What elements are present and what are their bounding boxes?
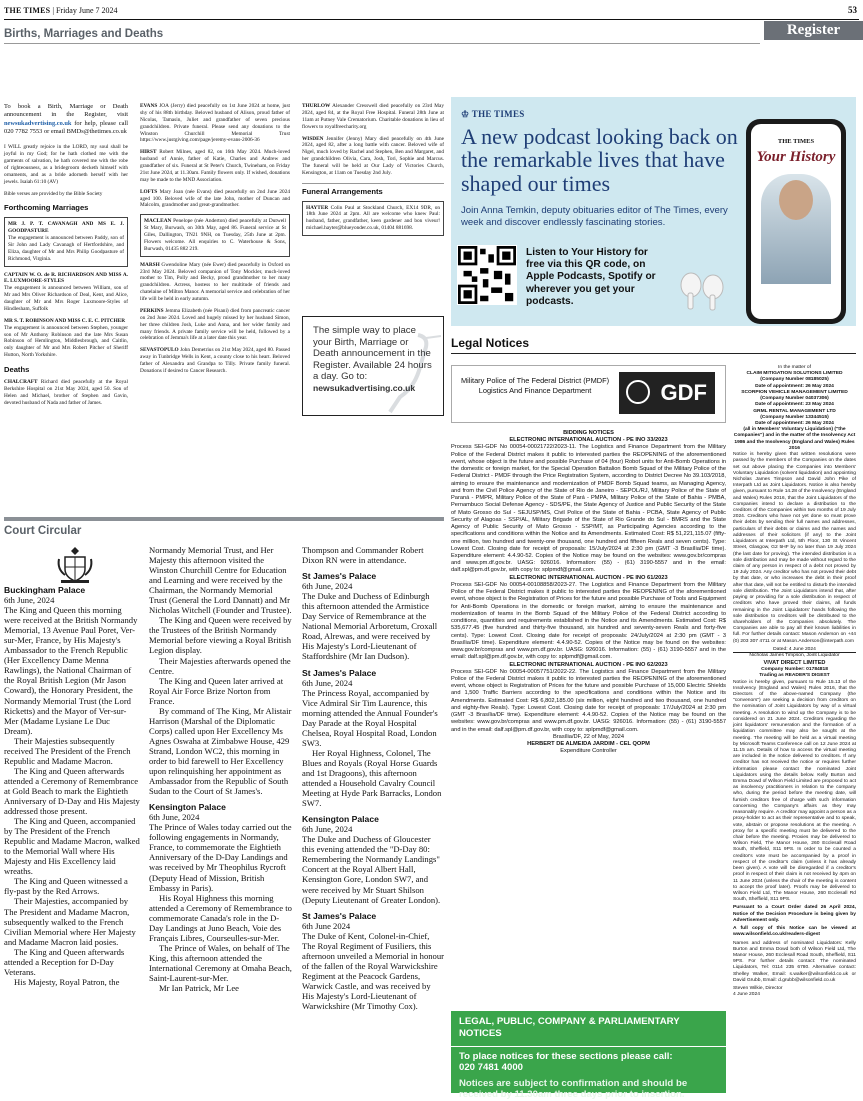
marriage-names: MR J. P. T. CAVANAGH AND MS E. J. GOODPASTURE — [8, 221, 124, 235]
bmd-intro — [4, 103, 128, 136]
funeral-text: Colin Paul at Stockland Church, EX14 9DR, on 18th June 2024 at 2pm. All are welcome who knew Paul: husband, father, grandfather, keen gardener and bon viveur! michael.hayter@blueyonder.co.uk, 01404 881698. — [306, 204, 440, 232]
auction-text: Process SEI-GDF No 00054-00057751/2022-22. The Logistics and Finance Department from the Military Police of the Federal District makes it public to interested parties the REOPENING of the aforementioned event, whose object is Registration of Prices for the future and possible Purchase of 15,000 Electric Shields and 1,500 Traffic Barriers according to the specifications and conditions within the Notice and its Amendments. Estimated Cost: R$ 6,802,185.00 (six million, eight hundred and two thousand, one hundred and eighty-five Reals). Type: Lowest Cost. Closing date for receipt of proposals: 17/July/2024 at 2:30 pm (GMT -3 Brasília/DF time). Expenditure element: 4.4.90-52. Copies of the Notice may be found on the websites: www.gov.br/compras and www.pm.df.gov.br. UASG: 926016. Information: (55) - (61) 3190-5557 and in the email: dalf.spl@pm.df.gov.br, with copy to: splpmdf@gmail.com. — [451, 668, 726, 733]
deaths-heading: Deaths — [4, 365, 30, 375]
issue-date: Friday June 7 2024 — [55, 6, 118, 15]
phone-screen — [751, 124, 841, 319]
court-paragraph: The King and Queen were received by the Trustees of the British Normandy Memorial before viewing a Royal British Legion display. — [149, 615, 292, 656]
page-masthead — [4, 4, 859, 20]
court-column-3 — [302, 545, 444, 1095]
auction-title: ELECTRONIC INTERNATIONAL AUCTION - PE INO 33/2023 — [509, 437, 668, 444]
crest-icon: ♔ — [461, 109, 472, 119]
notices-phone[interactable]: 020 7481 4000 — [459, 1062, 524, 1074]
court-rule — [4, 517, 444, 521]
vivat-notice — [733, 660, 856, 1095]
bmd-intro-link[interactable]: newsukadvertising.co.uk — [4, 119, 72, 127]
gdf-heading: Military Police of The Federal District (PMDF) Logistics And Finance Department — [460, 376, 610, 395]
court-paragraph: Her Royal Highness, Colonel, The Blues and Royals (Royal Horse Guards and 1st Dragoons), this afternoon attended a Household Cavalry Council Meeting at Hyde Park Barracks, London SW7. — [302, 747, 442, 809]
death-name: PERKINS — [140, 307, 164, 314]
bidding-heading: BIDDING NOTICES — [563, 430, 614, 436]
auction-text: Process SEI-GDF No 00054-00021722/2023-11. The Logistics and Finance Department from the Military Police of the Federal District makes it public to interested parties the REOPENING of the aforementioned event, whose object is the future and possible Purchase of 04 (four) Robot units for Anti-Bomb Operations in the domestic or foreign market, for the Special Operation Battalion Bomb Squad of the Military Police of the Federal District - PMDF through the Price Registration System, according to District Decree No 39.103/2018, aiming to ensure the maintenance and modernization of PMDF Bomb Squad teams, as Managing Agency, and from the Civil Police Agency of the State of Rio de Janeiro - SEPOL/RJ, Military Police of the State of Paraná - PMPR, Military Police of the State of Pará - PMPA, Military Police of the State of Bahia - PMBA, Pernambuco Social Defense Agency - SDS/PE, the State Agency of Justice and Public Security of the State of Mato Grosso do Sul - SEJUSP/MS, Civil Police of the State of Bahia - PCBA, State Agency of Public Security of Alagoas - SSP/AL, Military Brigade of the State of Rio Grande do Sul - BMRS and the State Agency of Public Security of Mato Grosso - SSP/MT, as Participating Agencies according to the specifications and conditions within the Notice and its Amendments. Estimated Cost: R$ 51,221,115.07 (fifty-one million, two hundred and twenty-one thousand, one hundred and fifteen Reals and seven cents). Type: Lowest Cost. Closing date for receipt of proposals: 15/July/2024 at 2:30 pm (GMT -3 Brasília/DF time). Expenditure element: 4.4.90-52. Copies of the Notice may be found on the websites: www.gov.br/compras and www.pm.df.gov.br. UASG: 926016. Information: (55) - (61) 3190-5557 and in the email: dalf.spl@pm.df.gov.br, with copy to: splpmdf@gmail.com. — [451, 444, 726, 574]
claims-line: (Company Number 13344515) — [760, 414, 829, 420]
marriage-notice — [4, 272, 128, 313]
court-date: 6th June, 2024 — [4, 595, 55, 606]
claims-company: SCORPION VEHICLE MANAGEMENT LIMITED — [741, 389, 848, 395]
court-paragraph: The Princess Royal, accompanied by Vice Admiral Sir Tim Laurence, this morning attended the Annual Founder's Day Parade at the Royal Hospital Chelsea, Royal Hospital Road, London SW3. — [302, 687, 438, 748]
bmd-intro-line2: for help, please call 020 7782 7553 or email BMDs@thetimes.co.uk — [4, 119, 128, 135]
court-paragraph: The Duke of Kent, Colonel-in-Chief, The Royal Regiment of Fusiliers, this afternoon unveiled a Memorial in honour of the fallen of the Royal Warwickshire Regiment at the Peacock Gardens, Warwick Castle, and was received by His Majesty's Lord-Lieutenant of Warwickshire (Mr Timothy Cox). — [302, 930, 444, 1012]
court-paragraph: Mr Ian Patrick, Mr Lee — [159, 983, 239, 994]
masthead-left: THE TIMES | Friday June 7 2024 — [4, 6, 118, 15]
court-date: 6th June, 2024 — [302, 677, 353, 688]
death-name: CHALCRAFT — [4, 378, 38, 385]
notices-box-line2: Notices are subject to confirmation and should be received by 11.30am three days prior to insertion. — [459, 1077, 688, 1101]
court-heading: Kensington Palace — [149, 802, 226, 813]
notices-box-title: LEGAL, PUBLIC, COMPANY & PARLIAMENTARY NOTICES — [451, 1011, 726, 1047]
death-name: MARSH — [140, 261, 160, 268]
court-paragraph: Their Majesties afterwards opened the Centre. — [149, 655, 291, 676]
gdf-emblem-icon — [626, 380, 650, 404]
phone-brand: THE TIMES — [777, 138, 815, 145]
court-rule-bar — [4, 517, 444, 521]
death-text: John Demetrius on 21st May 2024, aged 80. Passed away in Tunbridge Wells in Kent, a county close to his heart. Beloved father of Alexandra and Grandpa to Tilly. Private family funeral. Donations if desired to Cancer Research. — [140, 347, 290, 374]
bmd-title: Births, Marriages and Deaths — [4, 28, 164, 40]
podcast-brand — [461, 109, 525, 121]
court-paragraph: The King and Queen witnessed a fly-past by the Red Arrows. — [4, 876, 128, 897]
death-name: EVANS — [140, 103, 158, 109]
marriage-notice — [4, 318, 128, 359]
heron-watermark-icon — [373, 330, 443, 415]
auction-title: ELECTRONIC INTERNATIONAL AUCTION - PE INO 61/2023 — [509, 574, 668, 581]
marriage-text: The engagement is announced between Stephen, younger son of Mr Anthony Robinson and the late Mrs Susan Robinson of Hemlington, Middlesbrough, and Caitlin, only daughter of Mr and Mrs Robert Pitcher of Sheriff Hutton, North Yorkshire. — [4, 324, 128, 359]
auction-title: ELECTRONIC INTERNATIONAL AUCTION - PE INO 62/2023 — [509, 661, 668, 668]
death-notice — [302, 136, 444, 177]
claims-notice — [733, 365, 856, 659]
death-notice-boxed — [140, 214, 290, 256]
bmd-column-3 — [302, 103, 444, 303]
death-name: SEVASTOPULO — [140, 347, 179, 354]
claims-signer: Nicholas James Timpson, Joint Liquidator — [749, 653, 840, 659]
vivat-body: A full copy of this Notice can be viewed at www.wilsonfield.co.uk/readers-digest — [733, 926, 856, 938]
court-paragraph: Normandy Memorial Trust, and Her Majesty this afternoon visited the Winston Churchill Centre for Education and Learning and were received by the Chairman, the Normandy Memorial Trust (General the Lord Dannatt) and Mr Nicholas Witchell (Founder and Trustee). — [149, 545, 292, 616]
bmd-column-1 — [4, 103, 128, 503]
sign-role: Expenditure Controller — [560, 748, 617, 755]
claims-line: (Company Number 04037306) — [760, 396, 829, 402]
court-title: Court Circular — [4, 525, 82, 537]
gdf-logo-text: GDF — [660, 380, 707, 405]
death-text: Gwendoline Mary (née Ewer) died peacefully in Oxford on 23rd May 2024. Beloved companion of Tony Mockler, much-loved mother to Tim, Polly and Becky, proud grandmother to her many grandchildren. Actress, hostess to her multitude of friends and chatelaine of Milton Manor. A memorial service and celebration of her life will be held in early autumn. — [140, 261, 291, 302]
death-text: Mary Joan (née Evans) died peacefully on 2nd June 2024 aged 100. Beloved wife of the late John, mother of Duncan and Malcolm, grandmother and great-grandmother. — [140, 188, 290, 209]
forthcoming-heading: Forthcoming Marriages — [4, 203, 89, 213]
podcast-headline: A new podcast looking back on the remarkable lives that have shaped our times — [461, 124, 738, 196]
bmd-column-2 — [140, 103, 290, 503]
court-paragraph: Their Majesties subsequently received The President of the French Republic and Madame Macron. — [4, 735, 131, 766]
bmd-advert — [302, 316, 444, 416]
court-date: 6th June 2024 — [302, 920, 351, 931]
podcast-brand-text: THE TIMES — [471, 109, 525, 119]
death-text: Jennifer (Jenny) Mary died peacefully on 4th June 2024, aged 82, after a long battle with cancer. Beloved wife of Nigel, much loved by Rachel and Stephen, Ben and Margaret, and her grandchildren Olivia, Cara, Josh, Tori, Sophie and Marcus. The funeral will be held at Our Lady of Victories Church, Kensington, at 11am on Tuesday 2nd July. — [302, 135, 444, 176]
claims-line: (Company Number 08185025) — [760, 377, 829, 383]
vivat-body: Notice is hereby given, pursuant to Rule 15.13 of the Insolvency (England and Wales) Rules 2016, that the Directors of the above-named Company (the "convenors") are seeking a decision from creditors on the nomination of Joint Liquidators by way of a virtual meeting. A resolution to wind up the Company is to be considered on 21 June 2024. Creditors regarding the joint liquidators' remuneration and the formation of a liquidation committee may also be sought at the meeting. The meeting will be held as a virtual meeting by Microsoft Teams Conference call on 12 June 2024 at 11.15 am. Details of how to access the virtual meeting are included in the notice delivered to creditors. If any creditor has not received the notice or requires further information please contact the nominated Joint Liquidators using the details below. Kelly Burton and Emma Dowd of Wilson Field Limited are proposed to act as insolvency practitioners in relation to the company who, during the period before the meeting date, will furnish creditors free of charge with such information concerning the Company's affairs as they may reasonably require. A creditor may appoint a person as a proxy-holder to act as their representative and to speak, vote, abstain or propose resolutions at the meeting. A proxy for a specific meeting must be delivered to the chair before the meeting. Proxies may be delivered to Wilson Field, The Manor House, 260 Ecclesall Road South, Sheffield, S11 9PS. In order to be counted a creditor's vote must be accompanied by a proof in respect of the creditor's claim (unless it has already been given). A vote will be disregarded if a creditor's proof in respect of their claim is not received by 4pm on 11 June 2024 (unless the chair of the meeting is content to accept the proof later). Proofs may be delivered to Wilson Field Ltd, The Manor House, 260 Ecclesall Rd South, Sheffield, S11 9PS. — [733, 679, 856, 903]
notices-contact-box — [451, 1011, 726, 1101]
death-name: LOFTS — [140, 188, 158, 195]
death-notice — [140, 149, 290, 183]
gdf-logo — [619, 372, 715, 414]
bible-verse: I WILL greatly rejoice in the LORD, my soul shall be joyful in my God; for he hath clothed me with the garments of salvation, he hath covered me with the robe of righteousness, as a bridegroom decketh himself with ornaments, and as a bride adorneth herself with her jewels. Isaiah 61:10 (AV) — [4, 144, 128, 185]
court-heading: St James's Palace — [302, 667, 377, 678]
advert-link[interactable]: newsukadvertising.co.uk — [313, 382, 416, 393]
court-paragraph: The King and Queen, accompanied by The President of the French Republic and Madame Macron, walked to the Memorial Wall where His Majesty and His Excellency laid wreaths. — [4, 816, 140, 877]
marriage-text: The engagement is announced between Paddy, son of Sir John and Lady Cavanagh of Hertfordshire, and Eliza, daughter of Mr and Mrs Philip Goodpasture of Richmond, Virginia. — [8, 235, 124, 262]
vivat-name: VIVAT DIRECT LIMITED — [763, 660, 826, 666]
gdf-header — [451, 365, 726, 423]
vivat-trading: Trading as READER'S DIGEST — [759, 673, 830, 679]
court-paragraph: The Prince of Wales, on behalf of The King, this afternoon attended the International Ceremony at Omaha Beach, Saint-Laurent-sur-Mer. — [149, 942, 292, 983]
court-heading: St James's Palace — [302, 910, 377, 921]
bidding-notices — [451, 430, 726, 1000]
claims-body: Notice is hereby given that written resolutions were passed by the members of the Companies on the dates set out above placing the Companies into Members' Voluntary Liquidation (solvent liquidation) and appointing Nicholas James Timpson and David John Pike of Interpath Ltd as Joint Liquidators. Notice is also hereby given, pursuant to Rule 14.28 of the Insolvency (England and Wales) Rules 2016, that the Joint Liquidators of the Companies intend to declare a distribution to the creditors of the Companies within two months of 19 July 2024. Creditors who have not yet done so must prove their debts by sending their full names and addresses, particulars of their debts or claims and the names and addresses of their solicitors (if any) to the Joint Liquidators at Interpath Ltd, 5th Floor, 130 St Vincent Street, Glasgow, G2 5HF by no later than 19 July 2024 (the last date for proving). The intended distribution is a sole distribution and may be made without regard to the claim of any person in respect of a debt not proved by 19 July 2024. Any creditor who has not proved their debt by that date, or who increases the debt in their proof after that date, will not be entitled to disturb the intended sole distribution. The Joint Liquidators intend that, after paying or providing for a sole distribution in respect of creditors who have proved their claims, all funds remaining in the Joint Liquidators' hands following the sole distribution to creditors will be distributed to the shareholders of the Companies absolutely. The Companies are able to pay all their known liabilities in full. For further details contact: Mason Anderson on +44 (0) 203 307 4711 or at Mason.Anderson@interpath.com — [733, 452, 856, 644]
advert-text: The simple way to place your Birth, Marriage or Death announcement in the Register. Available 24 hours a day. Go to: — [313, 325, 432, 382]
presenter-face — [779, 180, 813, 220]
court-paragraph: Their Majesties, accompanied by The President and Madame Macron, subsequently walked to the French Civilian Memorial where Her Majesty and Madame Macron laid posies. — [4, 896, 136, 947]
death-name: THURLOW — [302, 103, 331, 109]
vivat-date: 4 June 2024 — [733, 992, 760, 998]
death-notice — [140, 103, 290, 144]
death-text: JOA (Jerry) died peacefully on 1st June 2024 at home, just shy of his 88th birthday. Beloved husband of Alison, proud father of Nicolas, Tamasin, Juliet and grandfather of seven precious grandchildren. Private funeral. Please send any donations to the Winston Churchill Memorial Trust https://www.justgiving.com/page/jeremy-evans-2006-36 — [140, 103, 290, 144]
death-notice — [140, 308, 290, 342]
death-notice — [302, 103, 444, 131]
court-heading: Kensington Palace — [302, 814, 379, 825]
publication-name: THE TIMES — [4, 6, 51, 15]
death-text: Alexander Cresswell died peacefully on 23rd May 2024, aged 84, at the Royal Free Hospital. Funeral 28th June at 11am at Putney Vale Crematorium. Charitable donations in lieu of flowers to royalfreecharity.org — [302, 103, 444, 130]
court-paragraph: Thompson and Commander Robert Dixon RN were in attendance. — [302, 545, 424, 566]
funeral-notice — [302, 201, 444, 237]
phone-mockup — [746, 119, 846, 324]
court-date: 6th June, 2024 — [149, 812, 200, 823]
death-text: Richard died peacefully at the Royal Berkshire Hospital on 21st May 2024, aged 50. Son of Helen and Michael, brother of Stephen and Gavin, devoted husband of Nada and father of James. — [4, 378, 129, 406]
auction-text: Process SEI-GDF No 00054-00108858/2023-27. The Logistics and Finance Department from the Military Police of the Federal District makes it public to interested parties the REOPENING of the aforementioned event, whose object is the Registration of Prices for the future and possible Purchase of Tools and Equipment for Anti-Bomb Operations in the domestic or foreign market, aiming to ensure the maintenance and modernization of teams in the Bomb Squad of the Military Police of the Federal District according to conditions, quantities and requirements established in the Notice and its Amendments. Estimated Cost: R$ 535,677.45 (five hundred and thirty-five thousand, six hundred and seventy-seven Reals and forty-five cents). Type: Lowest Cost. Closing date for receipt of proposals: 24/July/2024 at 2:30 pm (GMT - 3 Brasília/DF time). Expenditure element: 4.4.90-52. Copies of the Notice may be found on the websites: www.gov.br/compras and www.pm.df.gov.br. UASG: 926016. Information: (55) - (61) 3190-5557 and in the email: dalf.spl@pm.df.gov.br, with copy to: splpmdf@gmail.com. — [451, 581, 726, 661]
death-name: WISDEN — [302, 135, 324, 142]
court-heading: Buckingham Palace — [4, 585, 86, 595]
court-paragraph: The Prince of Wales today carried out the following engagements in Normandy, France, to commemorate the Eightieth Anniversary of the D-Day Landings and was received by Mr Theophilus Rycroft (Deputy Head of Mission, British Embassy in Paris). — [149, 822, 292, 893]
notices-box-line1: To place notices for these sections please call: — [459, 1050, 673, 1062]
court-paragraph: The King and Queen later arrived at Royal Air Force Brize Norton from France. — [149, 675, 284, 706]
vivat-number: Company Number: 01784818 — [761, 667, 828, 673]
court-paragraph: The Duke and Duchess of Edinburgh this afternoon attended the Armistice Day Service of Remembrance at the National Memorial Arboretum, Croxall Road, Alrewas, and were received by His Majesty's Lord-Lieutenant of Staffordshire (Mr Ian Dudson). — [302, 591, 438, 662]
legal-title: Legal Notices — [451, 336, 530, 350]
claims-company: CLAIM MITIGATION SOLUTIONS LIMITED — [746, 371, 843, 377]
podcast-advert[interactable] — [451, 97, 856, 326]
section-tab-register: Register — [764, 21, 863, 40]
claims-company: GRML RENTAL MANAGEMENT LTD — [753, 408, 836, 414]
vivat-body: Pursuant to a Court Order dated 26 April 2024, Notice of the Decision Procedure is being given by Advertisement only. — [733, 905, 856, 923]
claims-date: Dated: 4 June 2024 — [773, 646, 816, 652]
court-date: 6th June, 2024 — [302, 581, 353, 592]
claims-line: Date of appointment: 23 May 2024 — [755, 402, 834, 408]
podcast-subtext: Join Anna Temkin, deputy obituaries editor of The Times, every week and discover endlessly fascinating stories. — [461, 205, 728, 228]
death-notice — [140, 189, 290, 210]
death-notice — [4, 379, 128, 407]
vivat-signer: Steven Wilkie, Director — [733, 986, 783, 992]
claims-line: Date of appointment: 26 May 2024 — [755, 383, 834, 389]
death-text: Penelope (née Anderton) died peacefully at Dutwell St Mary, Burwash, on 30th May, aged 86. Funeral service at St Giles, Dallington, TN21 9NH, on Tuesday, 25th June at 2pm. Flowers welcome. All enquiries to C. Waterhouse & Sons, Burwash, 01435 882 219. — [144, 218, 286, 252]
death-name: MACLEAN — [144, 218, 172, 225]
vivat-body: Names and address of nominated Liquidators: Kelly Burton and Emma Dowd both of Wilson Field Ltd, The Manor House, 260 Ecclesall Road South, Sheffield, S11 9PS. For further details contact: The nominated Liquidators, Tel: 0114 235 6780. Alternative contact: Shelley Walker, Email: s.walker@wilsonfield.co.uk or David Grubb, Email: d.grubb@wilsonfield.co.uk — [733, 940, 856, 983]
claims-line: Date of appointment: 26 May 2024 — [755, 420, 834, 426]
funeral-heading: Funeral Arrangements — [302, 183, 444, 197]
claims-line: (all in Members' Voluntary Liquidation) ("the Companies") and in the matter of the Insolvency Act 1986 and the Insolvency (England and Wales) Rules 2016 — [733, 427, 856, 451]
court-column-1 — [4, 585, 140, 1095]
podcast-cta: Listen to Your History for free via this QR code, on Apple Podcasts, Spotify or wherever you get your podcasts. — [526, 247, 656, 307]
court-paragraph: The King and Queen afterwards attended a Ceremony of Remembrance at Gold Beach to mark the Eightieth Anniversary of D-Day and His Majesty addressed those present. — [4, 765, 140, 817]
court-heading: St James's Palace — [302, 571, 377, 582]
court-paragraph: The King and Queen afterwards attended a Reception for D-Day Veterans. — [4, 946, 125, 977]
death-name: HIRST — [140, 149, 157, 156]
bible-note: Bible verses are provided by the Bible Society — [4, 190, 103, 197]
death-text: Jemma Elizabeth (née Pisani) died from pancreatic cancer on 2nd June 2024. Loved and hugely missed by her husband Simon, her three children Josh, Luke and Anna, and her wider family and many friends. A private family service will be held, followed by a celebration of Jemma's life at a later date this year. — [140, 307, 290, 342]
funeral-name: HAYTER — [306, 204, 329, 211]
court-paragraph: By command of The King, Mr Alistair Harrison (Marshal of the Diplomatic Corps) called upon Her Excellency Ms Agnes Oswaha at Zimbabwe House, 429 Strand, London WC2, this morning in order to bid farewell to Her Excellency upon relinquishing her appointment as Ambassador from the Republic of South Sudan to the Court of St James's. — [149, 705, 292, 797]
marriage-names: MR S. T. ROBINSON AND MISS C. E. C. PITCHER — [4, 317, 126, 324]
death-notice — [140, 347, 290, 375]
court-date: 6th June, 2024 — [302, 824, 353, 835]
court-column-2 — [149, 545, 292, 1095]
court-paragraph: His Royal Highness this morning attended a Ceremony of Remembrance to commemorate Canada's role in the D-Day Landings at Juno Beach, Voie des Français Libres, Courseulles-sur-Mer. — [149, 892, 292, 943]
legal-header — [451, 336, 856, 354]
marriage-notice — [4, 217, 128, 266]
bmd-intro-line1: To book a Birth, Marriage or Death announcement in the Register, visit — [4, 103, 128, 119]
marriage-names: CAPTAIN W. O. de R. RICHARDSON AND MISS A. E. LUXMOORE-STYLES — [4, 271, 128, 285]
notices-box-body — [451, 1047, 726, 1074]
claims-line: In the matter of — [778, 365, 811, 370]
page-number: 53 — [848, 5, 857, 15]
royal-crest-icon — [55, 543, 95, 585]
qr-code-icon[interactable] — [457, 245, 517, 305]
phone-title: Your History — [756, 149, 836, 165]
sign-name: HERBERT DE ALMEIDA JARDIM - CEL QOPM — [527, 741, 650, 748]
bmd-header — [4, 24, 760, 44]
marriage-text: The engagement is announced between William, son of Mr and Mrs Oliver Richardson of Deal, Kent, and Alice, daughter of Mr and Mrs Roger Luxmoore-Styles of Hindlesham, Suffolk — [4, 285, 128, 312]
earbuds-icon — [673, 257, 733, 312]
sign-place: Brasília/DF, 22 of May, 2024 — [552, 733, 625, 740]
death-notice — [140, 262, 290, 303]
court-paragraph: His Majesty, Royal Patron, the — [14, 976, 120, 987]
death-text: Robert Milnes, aged 82, on 16th May 2024. Much-loved husband of Annie, father of Katie, Charles and Andrew and grandfather of six. Funeral at St Peter's Church, Twineham, on Friday 21st June 2024, at 11.30am. Family flowers only. If wished, donations may be made to the MND Association. — [140, 149, 290, 183]
court-paragraph: The Duke and Duchess of Gloucester this evening attended the "D-Day 80: Remembering the Normandy Landings" Concert at the Royal Albert Hall, Kensington Gore, London SW7, and were received by Mr Stuart Shilson (Deputy Lieutenant of Greater London). — [302, 834, 441, 905]
court-paragraph: The King and Queen this morning were received at the British Normandy Memorial, 13 Avenue Paul Poret, Ver-sur-Mer, France, by His Majesty's Ambassador to the French Republic (Her Excellency Dame Menna Rawlings), the National Chairman of the Royal British Legion (Mr Jason Coward), the Honorary President, the Normandy Memorial Trust (the Lord Ricketts) and the Mayor of Ver-sur-Mer (Madame Lysiane Le Duc Dream). — [4, 605, 138, 736]
